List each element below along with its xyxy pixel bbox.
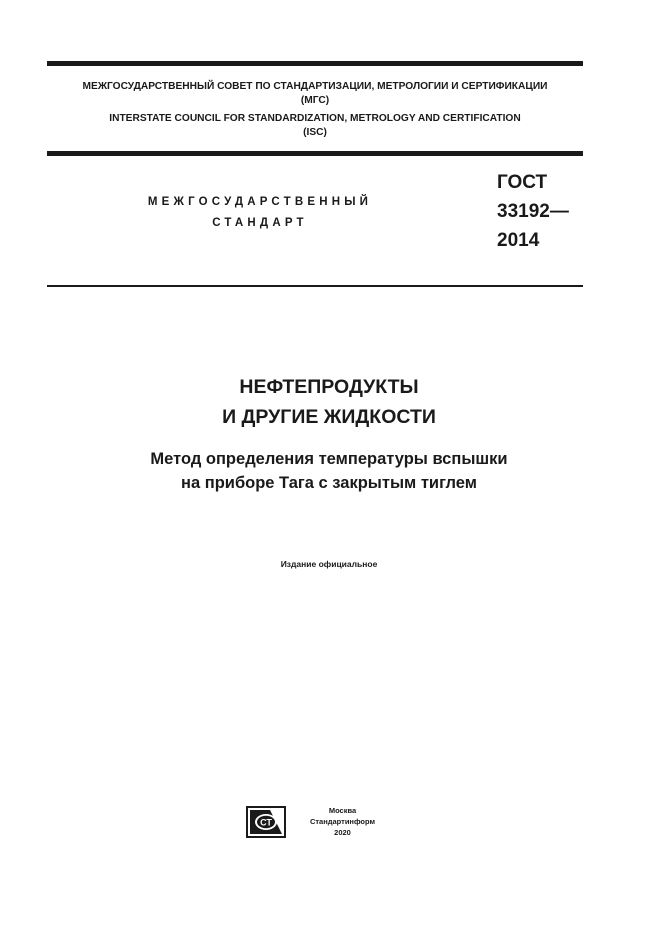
document-title [47,372,611,432]
document-subtitle-line1: Метод определения температуры вспышки [150,450,508,468]
standard-kind-line2: СТАНДАРТ [212,217,308,229]
imprint-year: 2020 [334,828,351,837]
imprint-city: Москва [328,806,357,815]
standard-kind-line1: МЕЖГОСУДАРСТВЕННЫЙ [147,196,373,208]
gost-label: ГОСТ [497,172,548,193]
document-title-line2: И ДРУГИЕ ЖИДКОСТИ [222,406,436,428]
imprint [300,805,385,838]
gost-designation [497,168,569,255]
gost-number: 33192— [497,201,569,222]
council-abbr-en: (ISC) [303,127,327,138]
gost-year: 2014 [497,230,540,251]
standard-kind [100,192,420,234]
edition-note: Издание официальное [280,559,378,569]
logo-text: СТ [260,817,272,828]
council-name-en [47,112,583,140]
bottom-rule [47,285,583,287]
standartinform-logo-icon [246,806,286,838]
middle-rule [47,151,583,156]
council-name-ru-line: МЕЖГОСУДАРСТВЕННЫЙ СОВЕТ ПО СТАНДАРТИЗАЦИИ, МЕТРОЛОГИИ И СЕРТИФИКАЦИИ [82,81,548,92]
document-subtitle-line2: на приборе Тага с закрытым тиглем [181,474,477,492]
council-name-en-line: INTERSTATE COUNCIL FOR STANDARDIZATION, METROLOGY AND CERTIFICATION [109,113,521,124]
document-title-line1: НЕФТЕПРОДУКТЫ [239,376,419,398]
council-abbr-ru: (МГС) [300,95,330,106]
top-rule [47,61,583,66]
document-subtitle [47,447,611,495]
imprint-publisher: Стандартинформ [309,817,376,826]
council-name-ru [47,80,583,108]
